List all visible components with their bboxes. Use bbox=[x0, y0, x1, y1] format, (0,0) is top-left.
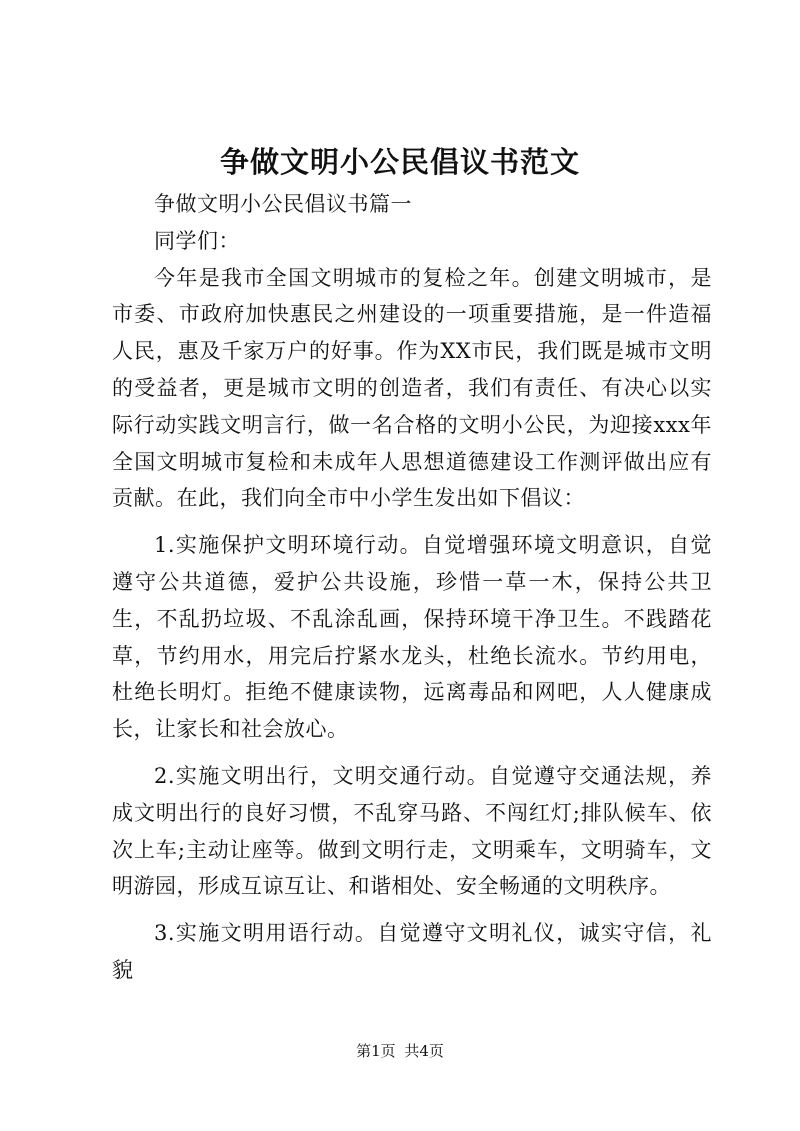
page-total: 共4页 bbox=[404, 1042, 444, 1060]
paragraph-item-2: 2.实施文明出行，文明交通行动。自觉遵守交通法规，养成文明出行的良好习惯，不乱穿马路、不闯红灯;排队候车、依次上车;主动让座等。做到文明行走，文明乘车，文明骑车，文明游园，形成互谅互让、和谐相处、安全畅通的文明秩序。 bbox=[112, 763, 712, 899]
document-body bbox=[112, 186, 712, 989]
paragraph-item-1: 1.实施保护文明环境行动。自觉增强环境文明意识，自觉遵守公共道德，爱护公共设施，珍惜一草一木，保持公共卫生，不乱扔垃圾、不乱涂乱画，保持环境干净卫生。不践踏花草，节约用水，用完后拧紧水龙头，杜绝长流水。节约用电，杜绝长明灯。拒绝不健康读物，远离毒品和网吧，人人健康成长，让家长和社会放心。 bbox=[112, 533, 712, 742]
paragraph-item-3: 3.实施文明用语行动。自觉遵守文明礼仪，诚实守信，礼貌 bbox=[112, 921, 712, 982]
document-subtitle: 争做文明小公民倡议书篇一 bbox=[154, 192, 412, 216]
page-number: 第1页 bbox=[356, 1042, 396, 1060]
page-footer bbox=[0, 1041, 800, 1061]
document-title: 争做文明小公民倡议书范文 bbox=[219, 145, 580, 179]
paragraph-intro: 今年是我市全国文明城市的复检之年。创建文明城市，是市委、市政府加快惠民之州建设的一项重要措施，是一件造福人民，惠及千家万户的好事。作为XX市民，我们既是城市文明的受益者，更是城市文明的创造者，我们有责任、有决心以实际行动实践文明言行，做一名合格的文明小公民，为迎接xxx年全国文明城市复检和未成年人思想道德建设工作测评做出应有贡献。在此，我们向全市中小学生发出如下倡议： bbox=[112, 265, 712, 511]
salutation: 同学们： bbox=[154, 228, 240, 253]
